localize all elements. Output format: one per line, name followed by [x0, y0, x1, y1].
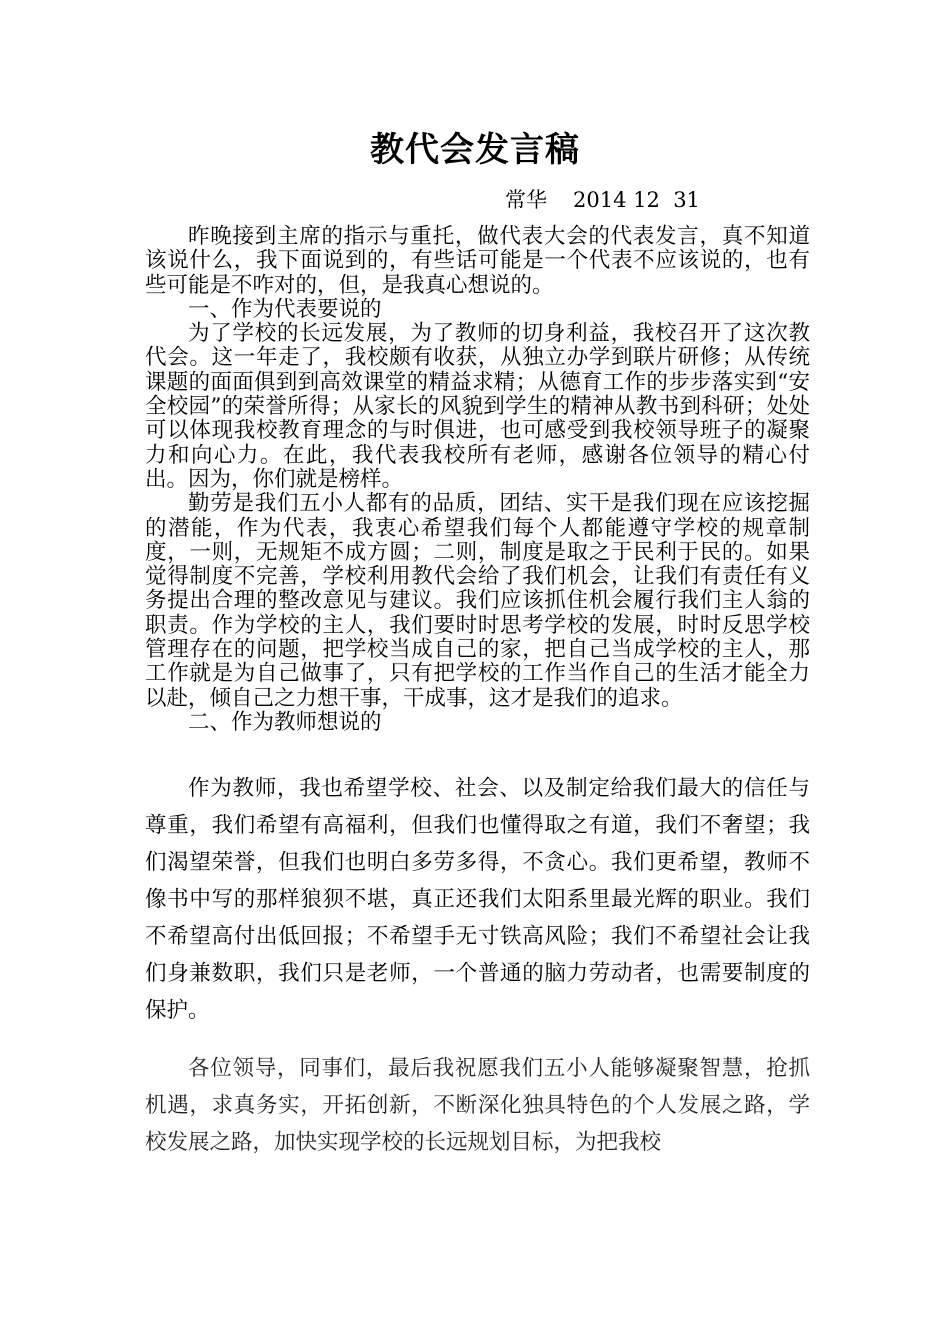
section-heading-teacher: 二、作为教师想说的	[188, 709, 382, 735]
paragraph-closing: 各位领导，同事们，最后我祝愿我们五小人能够凝聚智慧，抢抓机遇，求真务实，开拓创新，不断深化独具特色的个人发展之路，学校发展之路，加快实现学校的长远规划目标，为把我校	[145, 1056, 810, 1155]
body-section-tight	[145, 225, 810, 735]
document-date: 2014 12 31	[573, 188, 700, 212]
paragraph-teacher-wishes: 作为教师，我也希望学校、社会、以及制定给我们最大的信任与尊重，我们希望有高福利，但我们也懂得取之有道，我们不奢望；我们渴望荣誉，但我们也明白多劳多得，不贪心。我们更希望，教师不像书中写的那样狼狈不堪，真正还我们太阳系里最光辉的职业。我们不希望高付出低回报；不希望手无寸铁高风险；我们不希望社会让我们身兼数职，我们只是老师，一个普通的脑力劳动者，也需要制度的保护。	[145, 776, 810, 1023]
body-section-loose	[145, 770, 810, 1029]
body-section-closing	[145, 1050, 810, 1161]
section-heading-representative: 一、作为代表要说的	[188, 296, 382, 322]
document-title: 教代会发言稿	[370, 130, 580, 170]
paragraph-school-achievements: 为了学校的长远发展，为了教师的切身利益，我校召开了这次教代会。这一年走了，我校颇有收获，从独立办学到联片研修；从传统课题的面面俱到到高效课堂的精益求精；从德育工作的步步落实到“安全校园”的荣誉所得；从家长的风貌到学生的精神从教书到科研；处处可以体现我校教育理念的与时俱进，也可感受到我校领导班子的凝聚力和向心力。在此，我代表我校所有老师，感谢各位领导的精心付出。因为，你们就是榜样。	[145, 321, 810, 492]
paragraph-rules-and-responsibility: 勤劳是我们五小人都有的品质，团结、实干是我们现在应该挖掘的潜能，作为代表，我衷心希望我们每个人都能遵守学校的规章制度，一则，无规矩不成方圆；二则，制度是取之于民利于民的。如果觉得制度不完善，学校利用教代会给了我们机会，让我们有责任有义务提出合理的整改意见与建议。我们应该抓住机会履行我们主人翁的职责。作为学校的主人，我们要时时思考学校的发展，时时反思学校管理存在的问题，把学校当成自己的家，把自己当成学校的主人，那工作就是为自己做事了，只有把学校的工作当作自己的生活才能全力以赴，倾自己之力想干事，干成事，这才是我们的追求。	[145, 491, 810, 711]
author-name: 常华	[505, 188, 547, 212]
paragraph-intro: 昨晚接到主席的指示与重托，做代表大会的代表发言，真不知道该说什么，我下面说到的，有些话可能是一个代表不应该说的，也有些可能是不咋对的，但，是我真心想说的。	[145, 224, 810, 298]
byline	[505, 186, 700, 214]
